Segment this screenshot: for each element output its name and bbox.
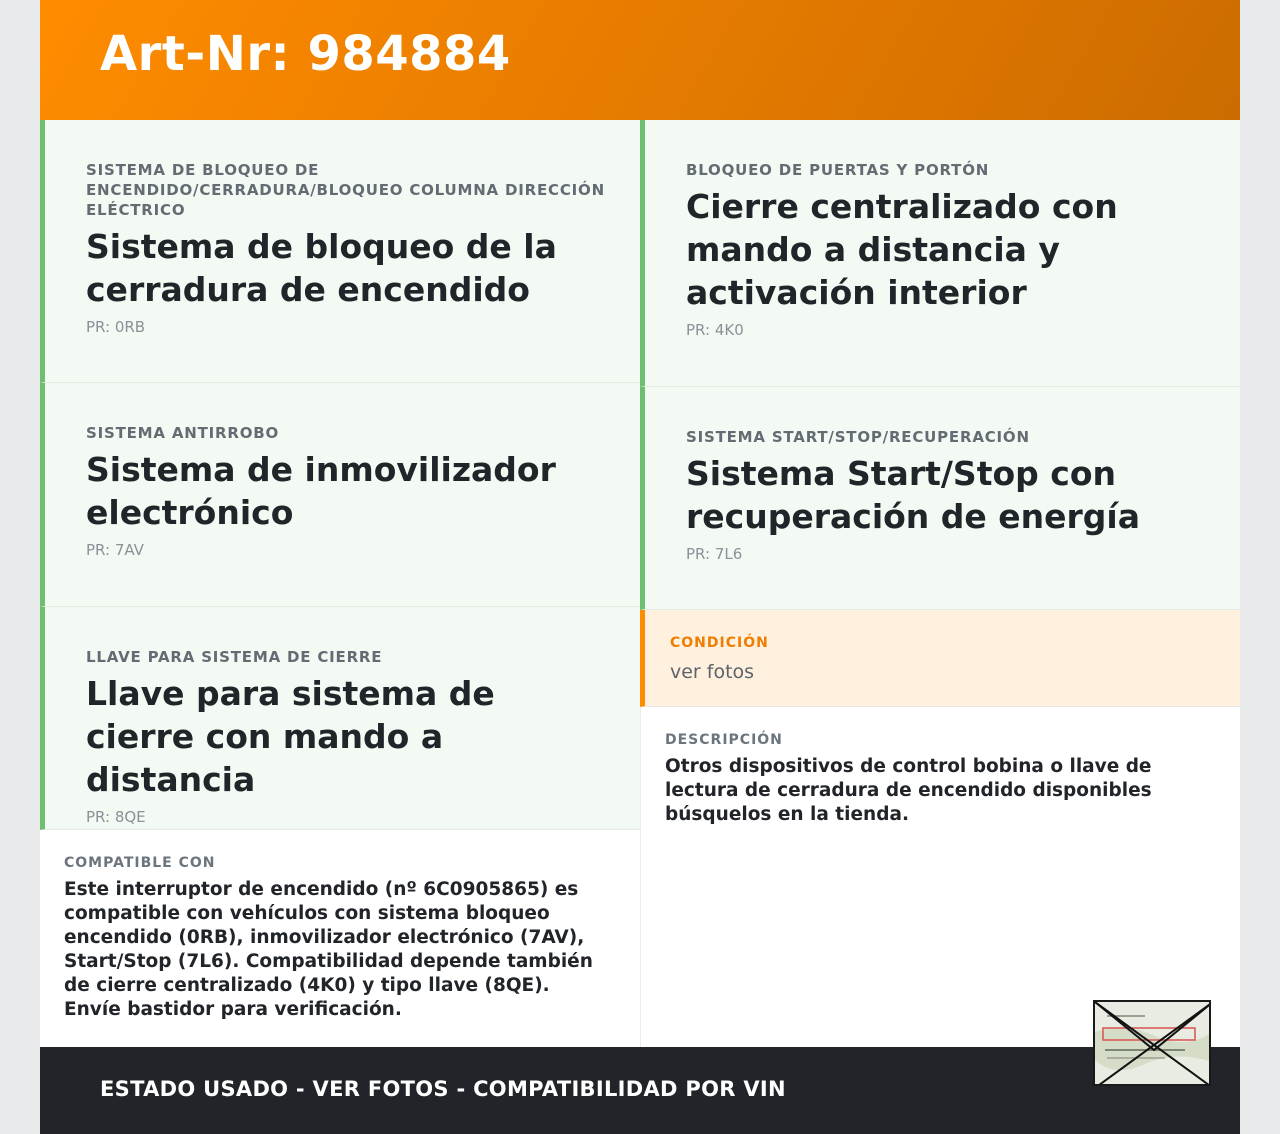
description-text: Otros dispositivos de control bobina o llave de lectura de cerradura de encendido disponibles búsquelos en la tienda.	[665, 756, 1152, 825]
feature-category: SISTEMA ANTIRROBO	[86, 424, 280, 442]
stamp-graphic	[1095, 1002, 1211, 1086]
envelope-icon[interactable]	[1093, 1000, 1211, 1086]
feature-title: Sistema de inmovilizador electrónico	[86, 450, 556, 532]
feature-title: Sistema Start/Stop con recuperación de energía	[686, 454, 1141, 536]
feature-title: Sistema de bloqueo de la cerradura de encendido	[86, 227, 557, 309]
compatible-block	[40, 830, 640, 1047]
feature-card-start-stop	[640, 387, 1240, 610]
condition-box	[640, 610, 1240, 707]
condition-value: ver fotos	[670, 661, 755, 683]
product-sheet	[40, 0, 1240, 1134]
feature-category: LLAVE PARA SISTEMA DE CIERRE	[86, 648, 383, 666]
footer-bar	[40, 1047, 1240, 1134]
feature-category: BLOQUEO DE PUERTAS Y PORTÓN	[686, 161, 990, 179]
description-label: DESCRIPCIÓN	[665, 732, 783, 748]
feature-card-key	[40, 607, 640, 830]
feature-pr-code: PR: 0RB	[86, 318, 146, 336]
feature-card-ignition-lock	[40, 120, 640, 383]
compatible-label: COMPATIBLE CON	[64, 855, 216, 871]
feature-pr-code: PR: 4K0	[686, 321, 744, 339]
feature-category: SISTEMA DE BLOQUEO DE ENCENDIDO/CERRADURA/BLOQUEO COLUMNA DIRECCIÓN ELÉCTRICO	[86, 161, 605, 219]
feature-title: Llave para sistema de cierre con mando a distancia	[86, 674, 495, 799]
feature-pr-code: PR: 7AV	[86, 541, 144, 559]
description-block	[640, 707, 1240, 1047]
feature-category: SISTEMA START/STOP/RECUPERACIÓN	[686, 428, 1030, 446]
article-number-title: Art-Nr: 984884	[100, 26, 511, 82]
condition-label: CONDICIÓN	[670, 635, 769, 651]
feature-pr-code: PR: 7L6	[686, 545, 743, 563]
footer-text: ESTADO USADO - VER FOTOS - COMPATIBILIDAD POR VIN	[100, 1077, 786, 1101]
header-banner	[40, 0, 1240, 120]
feature-card-immobilizer	[40, 383, 640, 607]
compatible-text: Este interruptor de encendido (nº 6C0905865) es compatible con vehículos con sistema bloqueo encendido (0RB), inmovilizador electrónico (7AV), Start/Stop (7L6). Compatibilidad depende también de cierre centralizado (4K0) y tipo llave (8QE). Envíe bastidor para verificación.	[64, 879, 593, 1020]
feature-pr-code: PR: 8QE	[86, 808, 146, 826]
feature-card-central-locking	[640, 120, 1240, 387]
feature-title: Cierre centralizado con mando a distancia y activación interior	[686, 187, 1118, 312]
